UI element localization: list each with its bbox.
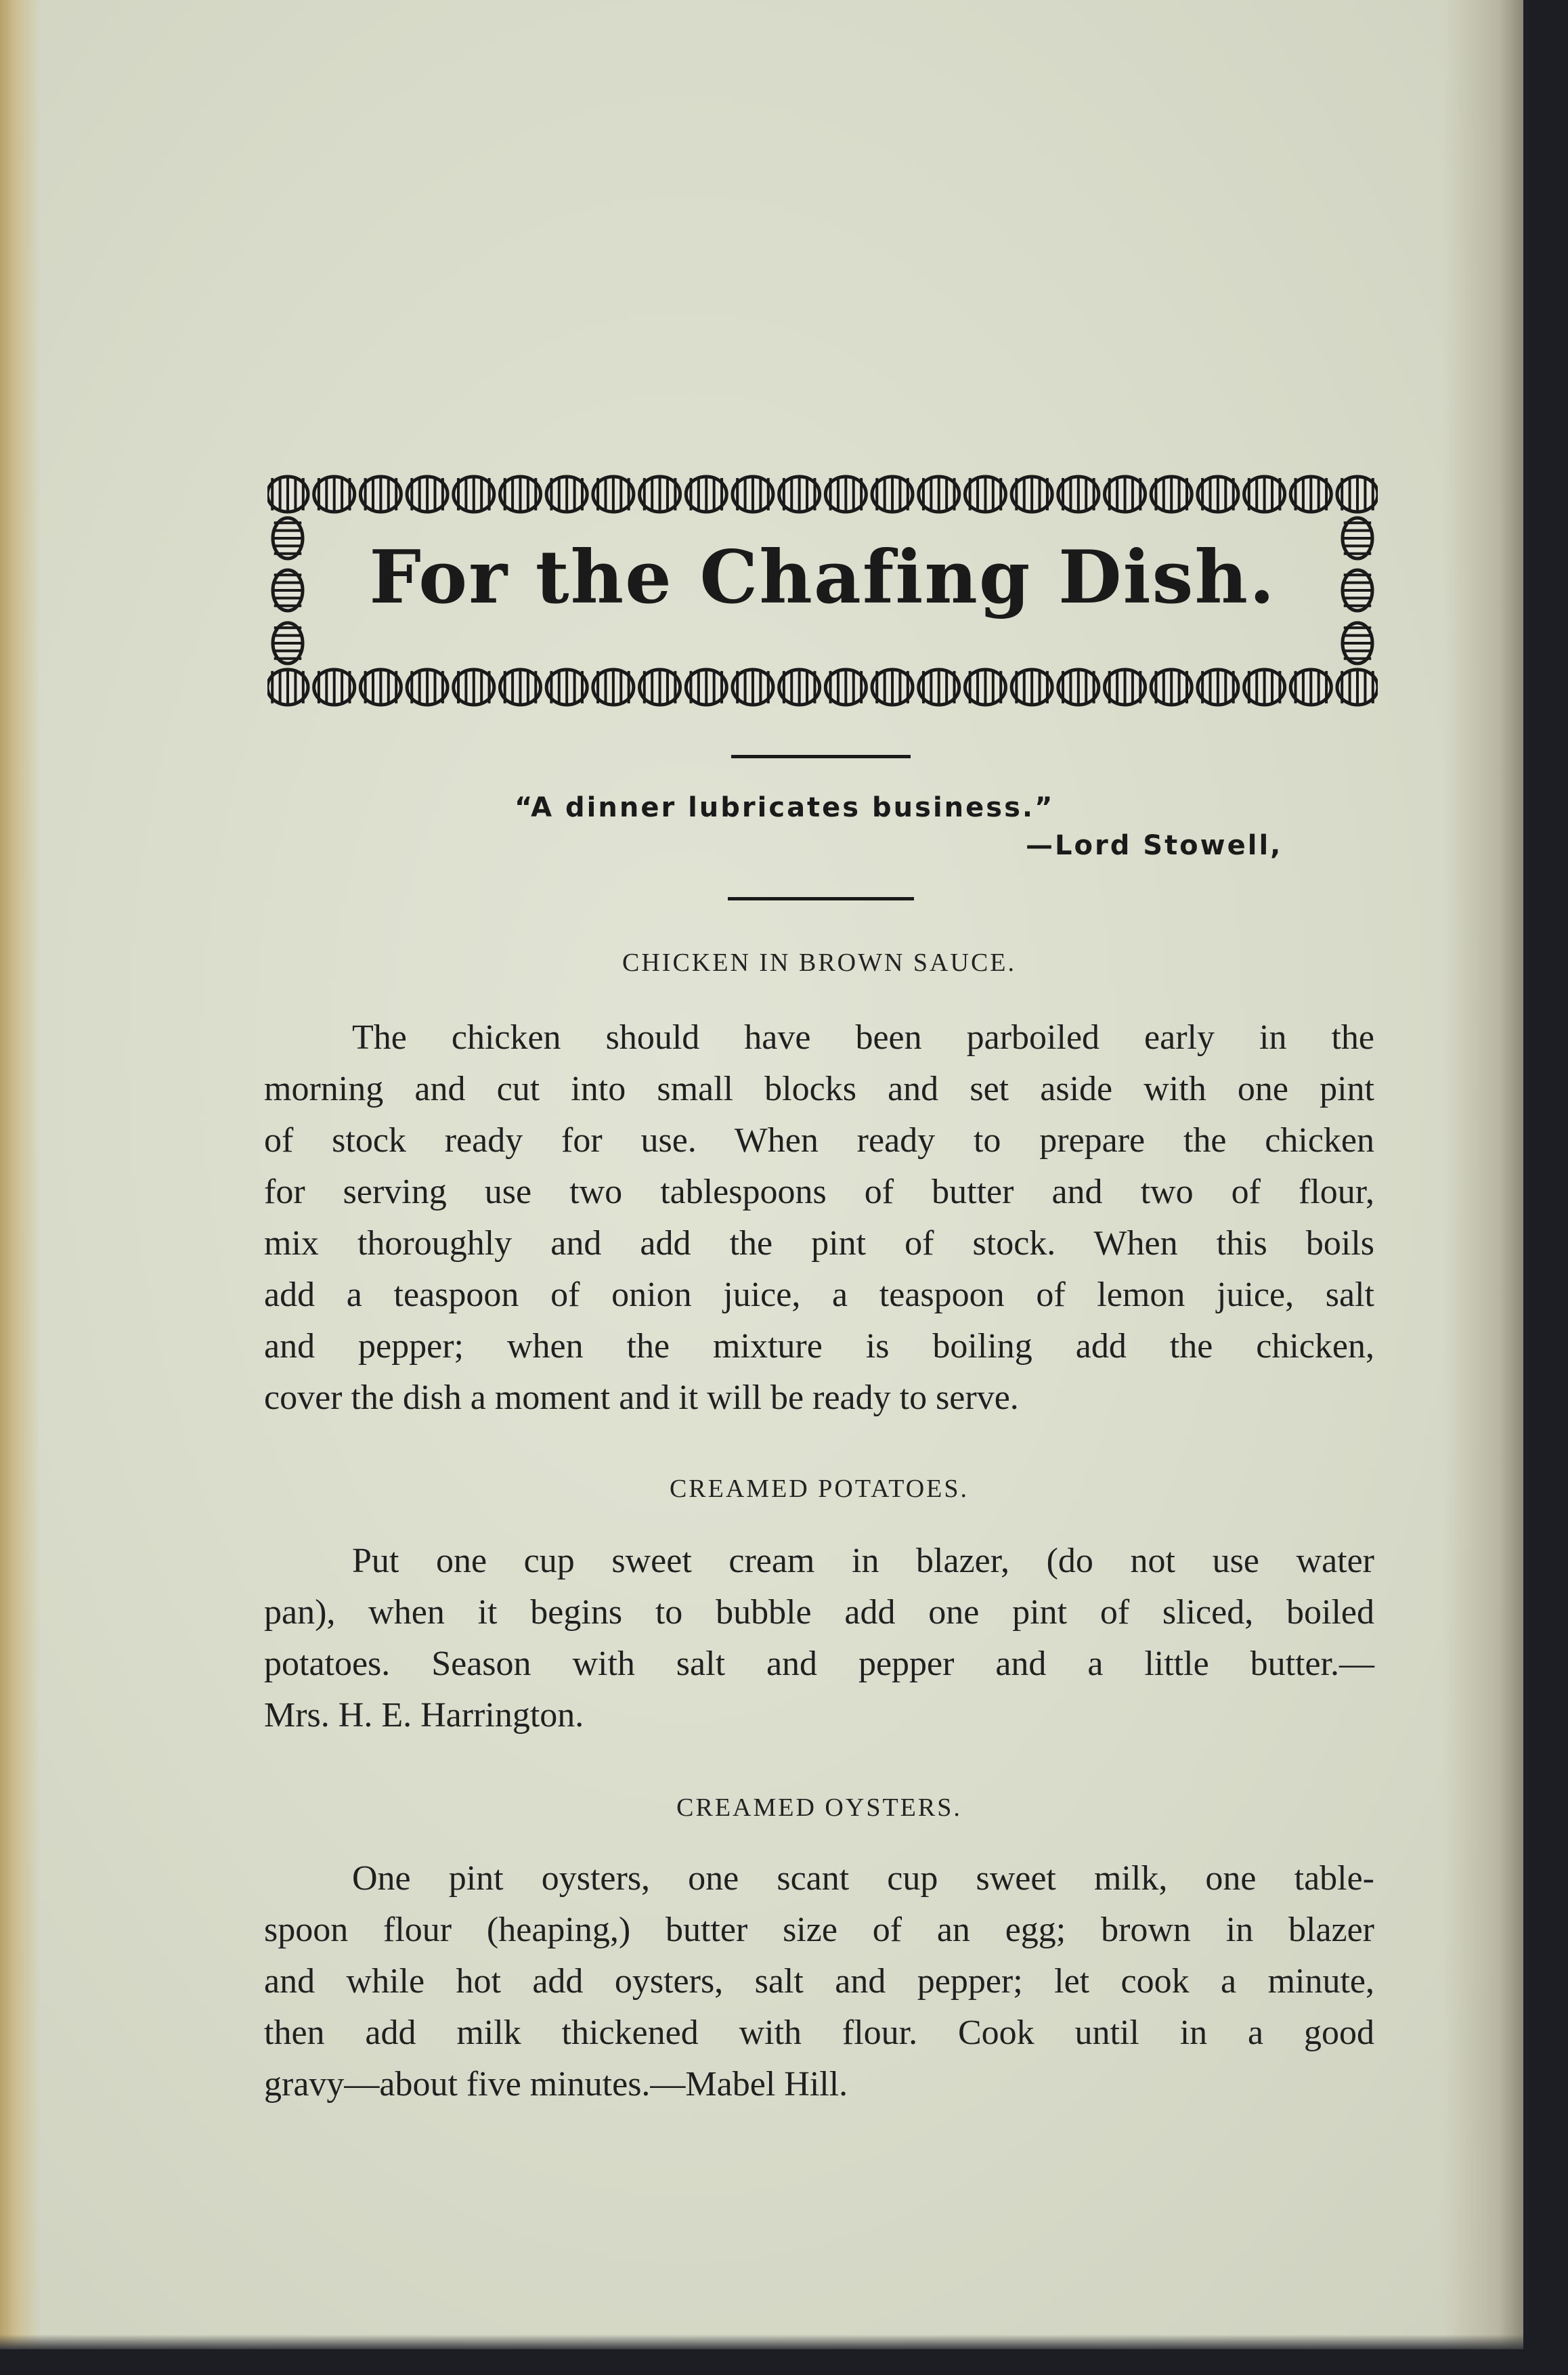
text-line: spoon flour (heaping,) butter size of an egg; brown in blazer xyxy=(264,1911,1374,1949)
page-bottom-edge xyxy=(0,2334,1523,2349)
recipe-body xyxy=(264,1535,1374,1741)
text-line: cover the dish a moment and it will be ready to serve. xyxy=(264,1378,1019,1417)
text-line: pan), when it begins to bubble add one pint of sliced, boiled xyxy=(264,1593,1374,1632)
text-line: mix thoroughly and add the pint of stock. When this boils xyxy=(264,1224,1374,1263)
epigraph-attribution: —Lord Stowell, xyxy=(1026,830,1283,861)
text-line: for serving use two tablespoons of butter and two of flour, xyxy=(264,1173,1374,1211)
text-line: Put one cup sweet cream in blazer, (do not use water xyxy=(352,1542,1374,1580)
recipe-body xyxy=(264,1853,1374,2110)
recipe-body xyxy=(264,1012,1374,1424)
recipe-title: CREAMED POTATOES. xyxy=(669,1475,970,1503)
text-line: potatoes. Season with salt and pepper and a little butter.— xyxy=(264,1644,1374,1683)
epigraph-quote: “A dinner lubricates business.” xyxy=(515,792,1055,823)
gutter-shadow xyxy=(1442,0,1523,2349)
text-line: and pepper; when the mixture is boiling add the chicken, xyxy=(264,1327,1374,1366)
recipe-title: CREAMED OYSTERS. xyxy=(676,1793,962,1822)
text-line: gravy—about five minutes.—Mabel Hill. xyxy=(264,2065,848,2104)
page-title: For the Chafing Dish. xyxy=(369,535,1276,620)
text-line: add a teaspoon of onion juice, a teaspoon of lemon juice, salt xyxy=(264,1276,1374,1314)
binding-edge xyxy=(0,0,41,2349)
text-line: and while hot add oysters, salt and pepper; let cook a minute, xyxy=(264,1962,1374,2001)
text-line: The chicken should have been parboiled early in the xyxy=(352,1018,1374,1057)
text-line: of stock ready for use. When ready to prepare the chicken xyxy=(264,1121,1374,1160)
bottom-divider xyxy=(728,897,914,900)
text-line: morning and cut into small blocks and set aside with one pint xyxy=(264,1070,1374,1108)
recipe-title: CHICKEN IN BROWN SAUCE. xyxy=(622,949,1016,977)
text-line: Mrs. H. E. Harrington. xyxy=(264,1696,584,1735)
text-line: One pint oysters, one scant cup sweet milk, one table- xyxy=(352,1859,1374,1898)
top-divider xyxy=(731,755,911,758)
text-line: then add milk thickened with flour. Cook until in a good xyxy=(264,2013,1374,2052)
